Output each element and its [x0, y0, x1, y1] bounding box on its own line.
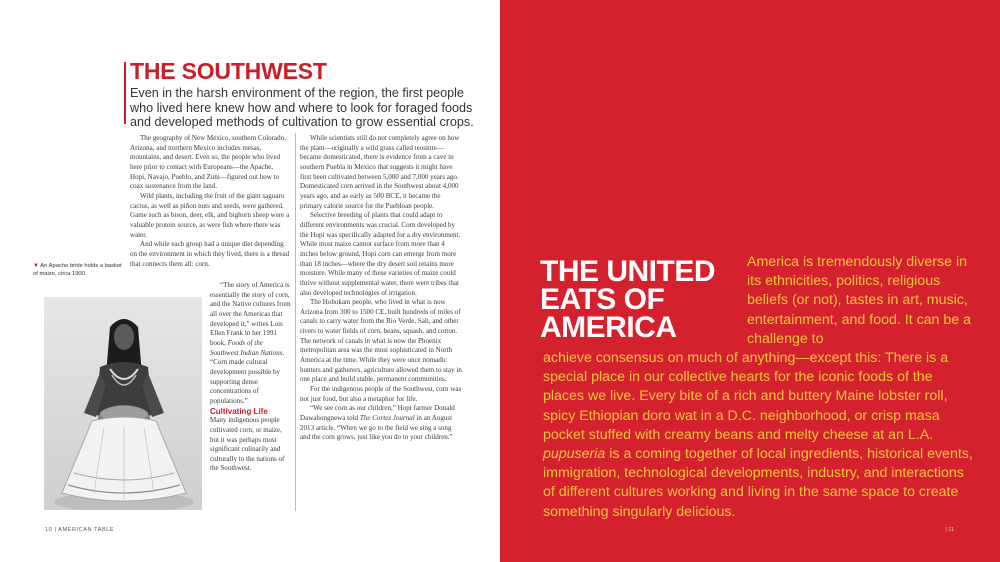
- paragraph: For the indigenous people of the Southwest, corn was not just food, but also a metaphor for life.: [300, 385, 462, 403]
- book-title: Foods of the Southwest Indian Nations: [210, 338, 283, 357]
- title-line: THE UNITED: [540, 255, 715, 288]
- paragraph: Selective breeding of plants that could adapt to different environments was crucial. Corn developed by the Hopi was specifically adapted for a dry environment. While most maize cannot surface from more than 4 inches below ground, Hopi corn can emerge from more than 18 inches—where the dry desert soil retains more moisture. While many of these varieties of maize could thrive without supplemental water, there were tribes that also developed technologies of irrigation.: [300, 211, 461, 297]
- deck-text: Even in the harsh environment of the region, the first people who lived here knew how and where to look for foraged foods and developed methods of cultivation to grow essential crops.: [130, 86, 474, 130]
- right-page: [500, 0, 1000, 562]
- publication-title: The Cortez Journal: [359, 414, 415, 423]
- section-title: THE SOUTHWEST: [130, 58, 327, 84]
- paragraph: While scientists still do not completely agree on how the plant—originally a wild grass called teosinte—became domesticated, there is evidence from a cave in southern Puebla in Mexico that suggests it might have first been cultivated between 5,000 and 7,000 years ago. Domesticated corn arrived in the Southwest about 4,000 years ago, and as early as 500 BCE, it became the primary calorie source for the Puebloan people.: [300, 134, 460, 210]
- paragraph-quote: “The story of America is essentially the story of corn, and the Native cultures from all over the Americas that developed it,” writes Lois Ellen Frank in her 1991 book, Foods of the Southwest Indian Nations. “Corn made cultural development possible by supporting dense concentrations of populations.”: [210, 281, 291, 405]
- intro-text-part-1: America is tremendously diverse in its ethnicities, politics, religious beliefs (or not), tastes in art, music, entertainment, and food. It can be a challenge to: [747, 254, 972, 347]
- body-column-1: [130, 134, 290, 269]
- historic-photo: [44, 297, 202, 510]
- header-rule: [124, 62, 126, 124]
- paragraph: Wild plants, including the fruit of the giant saguaro cactus, as well as piñon nuts and seeds, were gathered. Game such as bison, deer, elk, and bighorn sheep were a valuable protein source, as were fish where there was water.: [130, 191, 290, 239]
- subheading: Cultivating Life: [210, 406, 268, 416]
- column-divider: [295, 133, 296, 511]
- title-line: EATS OF: [540, 283, 665, 316]
- paragraph: The Hohokam people, who lived in what is now Arizona from 300 to 1500 CE, built hundreds of miles of canals to carry water from the Rio Verde, Salt, and other rivers to water fields of corn, beans, squash, and cotton. The network of canals in what is now the Phoenix metropolitan area was the most sophisticated in North America at the time. While they were once nomadic hunters and gatherers, agriculture allowed them to stay in one place and build stable, permanent communities.: [300, 298, 462, 384]
- feature-title: [540, 255, 715, 344]
- paragraph: And while each group had a unique diet depending on the environment in which they lived, there is a thread that connects them all: corn.: [130, 240, 290, 268]
- page-number-right: | 11: [945, 527, 954, 533]
- paragraph: “We see corn as our children,” Hopi farmer Donald Dawahongnewa told The Cortez Journal in an August 2013 article. “When we go to the field we sing a song and the corn grows, just like you do to your children.”: [300, 404, 455, 442]
- caption-text: An Apache bride holds a basket of maize, circa 1900.: [33, 263, 122, 277]
- page-number-left: 10 | AMERICAN TABLE: [45, 527, 115, 533]
- italic-term: pupuseria: [543, 446, 606, 463]
- body-column-2: [300, 134, 462, 443]
- intro-text-part-2: achieve consensus on much of anything—except this: There is a special place in our collective hearts for the iconic foods of the places we live. Every bite of a rich and buttery Maine lobster roll, spicy Ethiopian doro wat in a D.C. neighborhood, or crisp masa pocket stuffed with creamy beans and melty cheese at an L.A. pupuseria is a coming together of local ingredients, historical events, immigration, technological developments, industry, and interactions of different cultures working and living in the same space to create something singularly delicious.: [543, 350, 973, 520]
- paragraph: The geography of New Mexico, southern Colorado, Arizona, and northern Mexico includes mesas, mountains, and desert. Even so, the people who lived here prior to contact with Europeans—the Apache, Hopi, Navajo, Pueblo, and Zuni—figured out how to coax sustenance from the land.: [130, 134, 286, 191]
- paragraph: Many indigenous people cultivated corn, or maize, but it was perhaps most significant culinarily and culturally to the nations of the Southwest.: [210, 416, 285, 473]
- caption-marker-icon: ▼: [33, 263, 39, 269]
- body-column-1-continued: [210, 281, 292, 474]
- photo-caption: [33, 262, 123, 278]
- title-line: AMERICA: [540, 311, 677, 344]
